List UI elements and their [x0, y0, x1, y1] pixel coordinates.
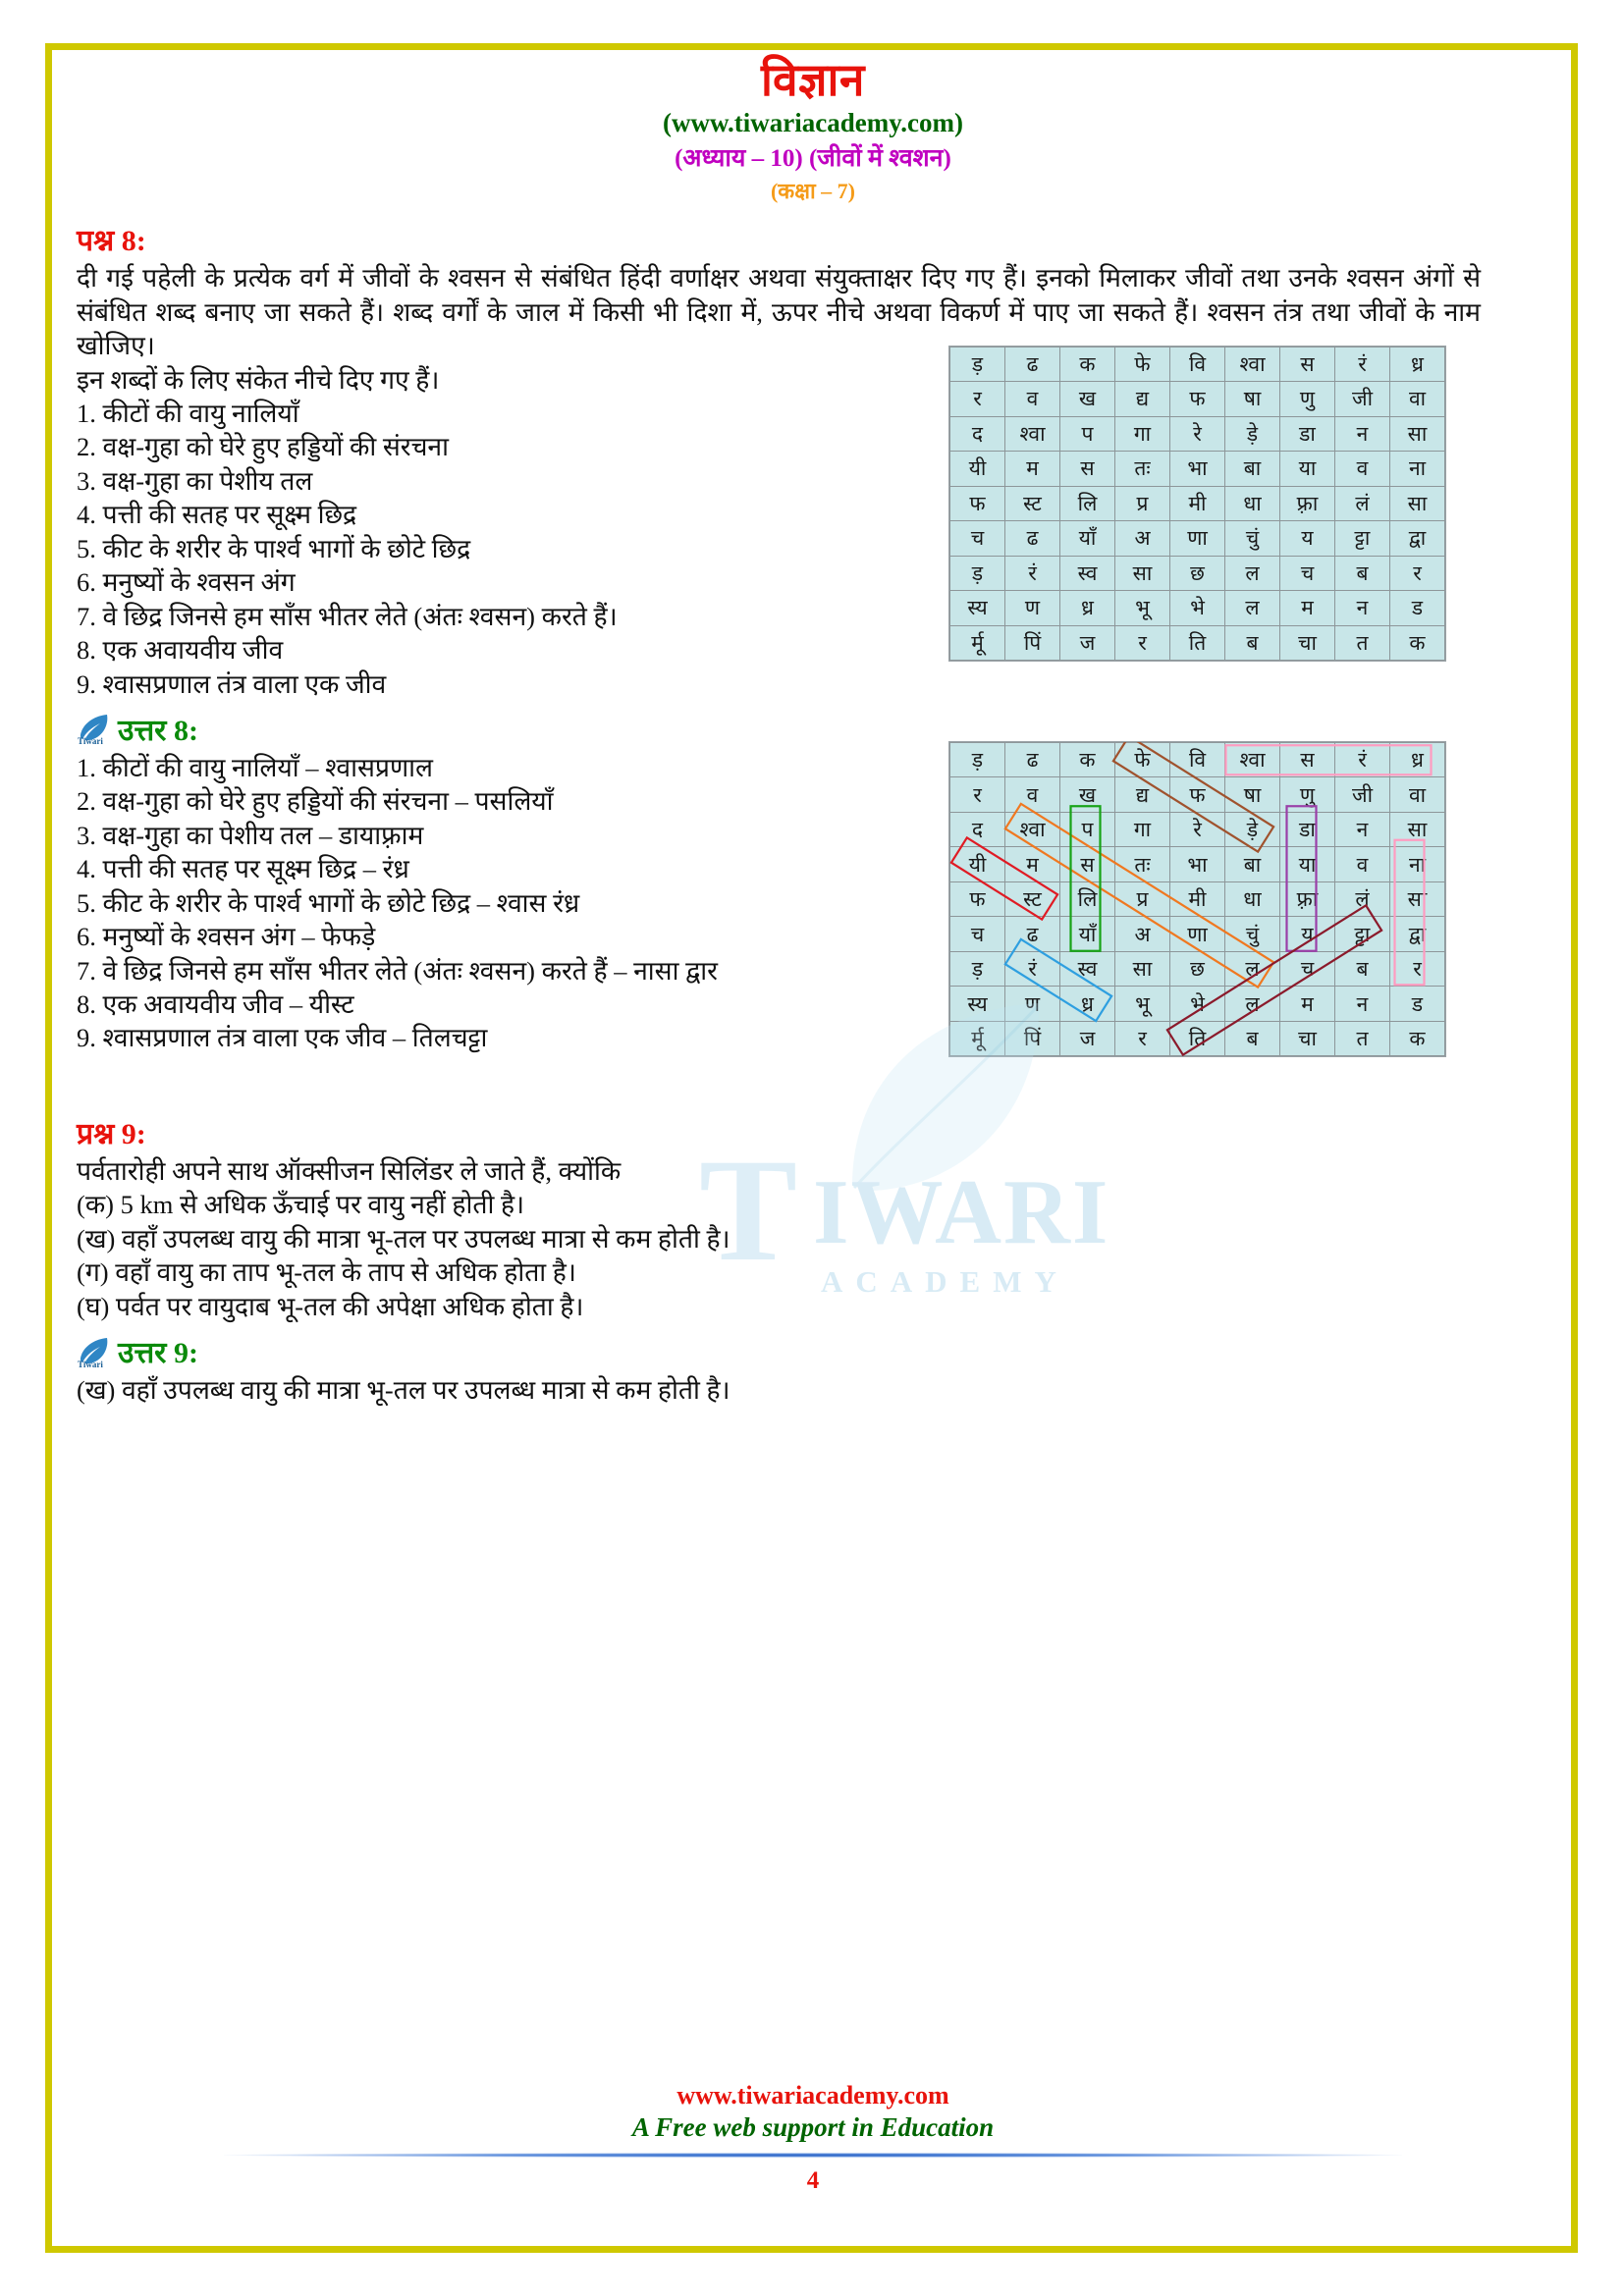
- puzzle-cell: य: [1280, 521, 1335, 557]
- puzzle-row: [950, 591, 1445, 626]
- puzzle-row: [950, 951, 1445, 987]
- answer-item: 4. पत्ती की सतह पर सूक्ष्म छिद्र – रंध्र: [77, 854, 409, 884]
- puzzle-cell: या: [1280, 847, 1335, 882]
- page-number: 4: [806, 2167, 820, 2194]
- puzzle-cell: रं: [1335, 742, 1390, 777]
- puzzle-cell: लं: [1335, 486, 1390, 521]
- puzzle-cell: रं: [1005, 556, 1060, 591]
- puzzle-cell: यी: [950, 847, 1005, 882]
- puzzle-cell: स्य: [950, 591, 1005, 626]
- puzzle-row: [950, 987, 1445, 1022]
- puzzle-cell: गा: [1115, 812, 1170, 847]
- clue-item: 5. कीट के शरीर के पार्श्व भागों के छोटे छिद्र: [77, 533, 471, 563]
- puzzle-cell: श्वा: [1005, 416, 1060, 452]
- puzzle-cell: सा: [1390, 881, 1445, 917]
- page-footer: [77, 2081, 1549, 2195]
- puzzle-cell: प: [1060, 812, 1115, 847]
- puzzle-cell: द्य: [1115, 777, 1170, 813]
- puzzle-cell: स: [1280, 347, 1335, 382]
- puzzle-cell: जी: [1335, 382, 1390, 417]
- puzzle-cell: स: [1280, 742, 1335, 777]
- puzzle-cell: धा: [1225, 486, 1280, 521]
- puzzle-cell: म: [1280, 591, 1335, 626]
- puzzle-cell: यी: [950, 452, 1005, 487]
- puzzle-cell: क: [1390, 625, 1445, 661]
- puzzle-cell: भा: [1170, 452, 1225, 487]
- puzzle-cell: पिं: [1005, 1021, 1060, 1056]
- puzzle-cell: ढ: [1005, 347, 1060, 382]
- answer-9-text: (ख) वहाँ उपलब्ध वायु की मात्रा भू-तल पर उपलब्ध मात्रा से कम होती है।: [77, 1375, 730, 1406]
- puzzle-cell: ध्र: [1390, 347, 1445, 382]
- question-9-block: [77, 1154, 1549, 1323]
- clue-item: 8. एक अवायवीय जीव: [77, 635, 284, 666]
- puzzle-cell: फे: [1115, 347, 1170, 382]
- puzzle-cell: स्व: [1060, 556, 1115, 591]
- puzzle-cell: व: [1335, 452, 1390, 487]
- puzzle-cell: श्वा: [1225, 742, 1280, 777]
- puzzle-cell: म: [1280, 987, 1335, 1022]
- clue-item: 7. वे छिद्र जिनसे हम साँस भीतर लेते (अंतः श्वसन) करते हैं।: [77, 601, 618, 631]
- puzzle-cell: याँ: [1060, 917, 1115, 952]
- puzzle-cell: र: [1390, 951, 1445, 987]
- puzzle-cell: मी: [1170, 881, 1225, 917]
- puzzle-cell: ल: [1225, 987, 1280, 1022]
- puzzle-cell: ण: [1005, 591, 1060, 626]
- puzzle-cell: न: [1335, 416, 1390, 452]
- answer-9-heading: [77, 1331, 1549, 1371]
- puzzle-row: [950, 486, 1445, 521]
- question-9-option: (घ) पर्वत पर वायुदाब भू-तल की अपेक्षा अधिक होता है।: [77, 1291, 584, 1321]
- puzzle-cell: ल: [1225, 556, 1280, 591]
- puzzle-cell: न: [1335, 812, 1390, 847]
- puzzle-cell: णा: [1170, 917, 1225, 952]
- puzzle-cell: ख: [1060, 777, 1115, 813]
- clue-item: 1. कीटों की वायु नालियाँ: [77, 399, 299, 429]
- puzzle-cell: ढ: [1005, 917, 1060, 952]
- puzzle-cell: ब: [1335, 556, 1390, 591]
- puzzle-cell: रं: [1005, 951, 1060, 987]
- puzzle-cell: ड: [1390, 987, 1445, 1022]
- answer-8-list-and-grid: [77, 748, 1549, 1055]
- clue-item: 2. वक्ष-गुहा को घेरे हुए हड्डियों की संरचना: [77, 432, 450, 462]
- puzzle-cell: न: [1335, 987, 1390, 1022]
- puzzle-cell: षा: [1225, 382, 1280, 417]
- puzzle-cell: स: [1060, 847, 1115, 882]
- puzzle-cell: सा: [1115, 951, 1170, 987]
- puzzle-cell: क: [1060, 347, 1115, 382]
- puzzle-cell: स्ट: [1005, 881, 1060, 917]
- puzzle-cell: त: [1335, 625, 1390, 661]
- puzzle-cell: त: [1335, 1021, 1390, 1056]
- puzzle-cell: ड़: [950, 556, 1005, 591]
- puzzle-cell: व: [1335, 847, 1390, 882]
- puzzle-cell: ब: [1225, 1021, 1280, 1056]
- answer-item: 9. श्वासप्रणाल तंत्र वाला एक जीव – तिलचट्टा: [77, 1023, 488, 1053]
- puzzle-cell: षा: [1225, 777, 1280, 813]
- puzzle-cell: रे: [1170, 812, 1225, 847]
- puzzle-row: [950, 556, 1445, 591]
- puzzle-cell: म: [1005, 452, 1060, 487]
- puzzle-table: [949, 347, 1445, 662]
- puzzle-cell: ध्र: [1060, 591, 1115, 626]
- puzzle-cell: सा: [1390, 486, 1445, 521]
- puzzle-cell: पिं: [1005, 625, 1060, 661]
- puzzle-cell: र: [950, 382, 1005, 417]
- question-8-clues-and-grid: [77, 351, 1549, 701]
- puzzle-cell: स्य: [950, 987, 1005, 1022]
- puzzle-cell: स्व: [1060, 951, 1115, 987]
- puzzle-cell: र्मू: [950, 625, 1005, 661]
- puzzle-cell: ज: [1060, 1021, 1115, 1056]
- puzzle-row: [950, 347, 1445, 382]
- puzzle-cell: वि: [1170, 347, 1225, 382]
- puzzle-cell: फ़्रा: [1280, 486, 1335, 521]
- puzzle-cell: र्मू: [950, 1021, 1005, 1056]
- puzzle-cell: अ: [1115, 917, 1170, 952]
- answer-item: 7. वे छिद्र जिनसे हम साँस भीतर लेते (अंतः श्वसन) करते हैं – नासा द्वार: [77, 955, 719, 986]
- puzzle-cell: क: [1390, 1021, 1445, 1056]
- puzzle-cell: सा: [1390, 812, 1445, 847]
- chapter-line: (अध्याय – 10) (जीवों में श्वशन): [675, 145, 951, 173]
- puzzle-cell: द्वा: [1390, 917, 1445, 952]
- puzzle-row: [950, 416, 1445, 452]
- puzzle-cell: व: [1005, 382, 1060, 417]
- puzzle-cell: प: [1060, 416, 1115, 452]
- question-8-clue-list: [77, 363, 862, 701]
- answer-9-heading-label: उत्तर 9:: [118, 1337, 198, 1370]
- puzzle-cell: भे: [1170, 987, 1225, 1022]
- puzzle-cell: ट्टा: [1335, 521, 1390, 557]
- watermark-word: IWARI: [813, 1161, 1110, 1263]
- question-9-option: (ग) वहाँ वायु का ताप भू-तल के ताप से अधिक होता है।: [77, 1257, 576, 1288]
- question-9-option: (क) 5 km से अधिक ऊँचाई पर वायु नहीं होती है।: [77, 1190, 525, 1220]
- puzzle-cell: तः: [1115, 847, 1170, 882]
- puzzle-cell: स: [1060, 452, 1115, 487]
- puzzle-cell: रं: [1335, 347, 1390, 382]
- puzzle-cell: णु: [1280, 382, 1335, 417]
- puzzle-cell: वा: [1390, 382, 1445, 417]
- puzzle-cell: लं: [1335, 881, 1390, 917]
- puzzle-row: [950, 382, 1445, 417]
- puzzle-cell: फे: [1115, 742, 1170, 777]
- puzzle-cell: प्र: [1115, 881, 1170, 917]
- answer-8-list: [77, 751, 862, 1055]
- puzzle-cell: लि: [1060, 486, 1115, 521]
- puzzle-row: [950, 917, 1445, 952]
- puzzle-cell: सा: [1115, 556, 1170, 591]
- puzzle-cell: ब: [1335, 951, 1390, 987]
- puzzle-cell: य: [1280, 917, 1335, 952]
- puzzle-cell: ड़े: [1225, 416, 1280, 452]
- puzzle-cell: ति: [1170, 1021, 1225, 1056]
- svg-text:Tiwari: Tiwari: [78, 1359, 103, 1368]
- puzzle-cell: भू: [1115, 987, 1170, 1022]
- site-url-header: (www.tiwariacademy.com): [663, 108, 963, 138]
- footer-url[interactable]: www.tiwariacademy.com: [676, 2081, 949, 2109]
- puzzle-cell: फ: [1170, 777, 1225, 813]
- puzzle-row: [950, 847, 1445, 882]
- puzzle-cell: ना: [1390, 452, 1445, 487]
- puzzle-row: [950, 452, 1445, 487]
- question-8-heading: पश्न 8:: [77, 225, 146, 258]
- answer-item: 3. वक्ष-गुहा का पेशीय तल – डायाफ़्राम: [77, 820, 424, 850]
- clue-item: 3. वक्ष-गुहा का पेशीय तल: [77, 465, 313, 496]
- puzzle-cell: णा: [1170, 521, 1225, 557]
- puzzle-cell: अ: [1115, 521, 1170, 557]
- footer-tagline: A Free web support in Education: [631, 2112, 995, 2142]
- puzzle-cell: ण: [1005, 987, 1060, 1022]
- puzzle-cell: ड़: [950, 951, 1005, 987]
- puzzle-cell: मी: [1170, 486, 1225, 521]
- puzzle-cell: वा: [1390, 777, 1445, 813]
- answer-item: 6. मनुष्यों के श्वसन अंग – फेफड़े: [77, 922, 376, 952]
- puzzle-row: [950, 812, 1445, 847]
- puzzle-table-solved: [949, 742, 1445, 1057]
- question-9-stem: पर्वतारोही अपने साथ ऑक्सीजन सिलिंडर ले जाते हैं, क्योंकि: [77, 1155, 622, 1186]
- puzzle-cell: णु: [1280, 777, 1335, 813]
- clue-item: 4. पत्ती की सतह पर सूक्ष्म छिद्र: [77, 500, 357, 530]
- answer-8-heading-label: उत्तर 8:: [118, 714, 198, 747]
- puzzle-row: [950, 777, 1445, 813]
- puzzle-cell: र: [1115, 625, 1170, 661]
- puzzle-cell: रे: [1170, 416, 1225, 452]
- puzzle-cell: सा: [1390, 416, 1445, 452]
- answer-item: 2. वक्ष-गुहा को घेरे हुए हड्डियों की संरचना – पसलियाँ: [77, 786, 554, 817]
- watermark-subtitle: ACADEMY: [821, 1264, 1069, 1299]
- puzzle-cell: ढ: [1005, 521, 1060, 557]
- puzzle-cell: ति: [1170, 625, 1225, 661]
- class-line: (कक्षा – 7): [770, 179, 856, 204]
- puzzle-cell: धा: [1225, 881, 1280, 917]
- puzzle-cell: ड़: [950, 742, 1005, 777]
- page-title: विज्ञान: [761, 55, 865, 105]
- puzzle-cell: फ़्रा: [1280, 881, 1335, 917]
- word-search-grid-solved: [948, 741, 1446, 1058]
- puzzle-cell: ल: [1225, 591, 1280, 626]
- answer-item: 1. कीटों की वायु नालियाँ – श्वासप्रणाल: [77, 752, 433, 782]
- quill-pen-icon: [77, 1335, 110, 1368]
- puzzle-cell: फ: [1170, 382, 1225, 417]
- puzzle-cell: श्वा: [1225, 347, 1280, 382]
- puzzle-cell: ड: [1390, 591, 1445, 626]
- puzzle-cell: ना: [1390, 847, 1445, 882]
- puzzle-cell: डा: [1280, 812, 1335, 847]
- puzzle-cell: छ: [1170, 951, 1225, 987]
- puzzle-cell: लि: [1060, 881, 1115, 917]
- puzzle-cell: प्र: [1115, 486, 1170, 521]
- puzzle-row: [950, 521, 1445, 557]
- puzzle-cell: म: [1005, 847, 1060, 882]
- puzzle-cell: फ: [950, 881, 1005, 917]
- page-content: [77, 57, 1549, 2236]
- puzzle-cell: याँ: [1060, 521, 1115, 557]
- watermark-letter: T: [699, 1129, 798, 1292]
- puzzle-cell: ढ: [1005, 742, 1060, 777]
- puzzle-cell: ट्टा: [1335, 917, 1390, 952]
- puzzle-cell: च: [950, 521, 1005, 557]
- puzzle-cell: ध्र: [1390, 742, 1445, 777]
- puzzle-cell: चा: [1280, 625, 1335, 661]
- puzzle-cell: न: [1335, 591, 1390, 626]
- puzzle-cell: ध्र: [1060, 987, 1115, 1022]
- puzzle-cell: जी: [1335, 777, 1390, 813]
- puzzle-cell: च: [950, 917, 1005, 952]
- puzzle-cell: द: [950, 812, 1005, 847]
- puzzle-cell: र: [1115, 1021, 1170, 1056]
- puzzle-cell: फ: [950, 486, 1005, 521]
- puzzle-cell: ल: [1225, 951, 1280, 987]
- word-search-grid-plain: [948, 346, 1446, 663]
- puzzle-cell: ड़: [950, 347, 1005, 382]
- puzzle-cell: र: [950, 777, 1005, 813]
- clue-item: 9. श्वासप्रणाल तंत्र वाला एक जीव: [77, 668, 387, 699]
- puzzle-cell: च: [1280, 556, 1335, 591]
- puzzle-cell: ज: [1060, 625, 1115, 661]
- footer-divider: [224, 2153, 1402, 2158]
- question-9-heading: प्रश्न 9:: [77, 1117, 146, 1150]
- puzzle-cell: श्वा: [1005, 812, 1060, 847]
- puzzle-cell: द्वा: [1390, 521, 1445, 557]
- puzzle-row: [950, 625, 1445, 661]
- puzzle-cell: भू: [1115, 591, 1170, 626]
- puzzle-cell: वि: [1170, 742, 1225, 777]
- puzzle-cell: छ: [1170, 556, 1225, 591]
- puzzle-cell: च: [1280, 951, 1335, 987]
- puzzle-cell: ब: [1225, 625, 1280, 661]
- puzzle-cell: चुं: [1225, 521, 1280, 557]
- clue-item: 6. मनुष्यों के श्वसन अंग: [77, 567, 296, 598]
- quill-pen-icon: [77, 712, 110, 745]
- puzzle-cell: व: [1005, 777, 1060, 813]
- clue-intro: इन शब्दों के लिए संकेत नीचे दिए गए हैं।: [77, 364, 440, 395]
- puzzle-cell: ड़े: [1225, 812, 1280, 847]
- puzzle-row: [950, 742, 1445, 777]
- puzzle-cell: तः: [1115, 452, 1170, 487]
- puzzle-cell: बा: [1225, 847, 1280, 882]
- puzzle-cell: र: [1390, 556, 1445, 591]
- puzzle-cell: क: [1060, 742, 1115, 777]
- puzzle-cell: द: [950, 416, 1005, 452]
- question-9-option: (ख) वहाँ उपलब्ध वायु की मात्रा भू-तल पर उपलब्ध मात्रा से कम होती है।: [77, 1223, 730, 1254]
- puzzle-cell: या: [1280, 452, 1335, 487]
- answer-item: 5. कीट के शरीर के पार्श्व भागों के छोटे छिद्र – श्वास रंध्र: [77, 887, 580, 918]
- answer-item: 8. एक अवायवीय जीव – यीस्ट: [77, 989, 354, 1020]
- puzzle-cell: भे: [1170, 591, 1225, 626]
- puzzle-cell: ख: [1060, 382, 1115, 417]
- puzzle-cell: द्य: [1115, 382, 1170, 417]
- puzzle-cell: भा: [1170, 847, 1225, 882]
- puzzle-cell: गा: [1115, 416, 1170, 452]
- puzzle-cell: डा: [1280, 416, 1335, 452]
- puzzle-cell: बा: [1225, 452, 1280, 487]
- svg-text:Tiwari: Tiwari: [78, 736, 103, 746]
- puzzle-cell: चा: [1280, 1021, 1335, 1056]
- puzzle-row: [950, 1021, 1445, 1056]
- question-8-paragraph: दी गई पहेली के प्रत्येक वर्ग में जीवों के श्वसन से संबंधित हिंदी वर्णाक्षर अथवा संयुक्ताक्षर दिए गए हैं। इनको मिलाकर जीवों तथा उनके श्वसन अंगों से संबंधित शब्द बनाए जा सकते हैं। शब्द वर्गों के जाल में किसी भी दिशा में, ऊपर नीचे अथवा विकर्ण में पाए जा सकते हैं। श्वसन तंत्र तथा जीवों के नाम खोजिए।: [77, 263, 1481, 361]
- puzzle-row: [950, 881, 1445, 917]
- puzzle-cell: चुं: [1225, 917, 1280, 952]
- puzzle-cell: स्ट: [1005, 486, 1060, 521]
